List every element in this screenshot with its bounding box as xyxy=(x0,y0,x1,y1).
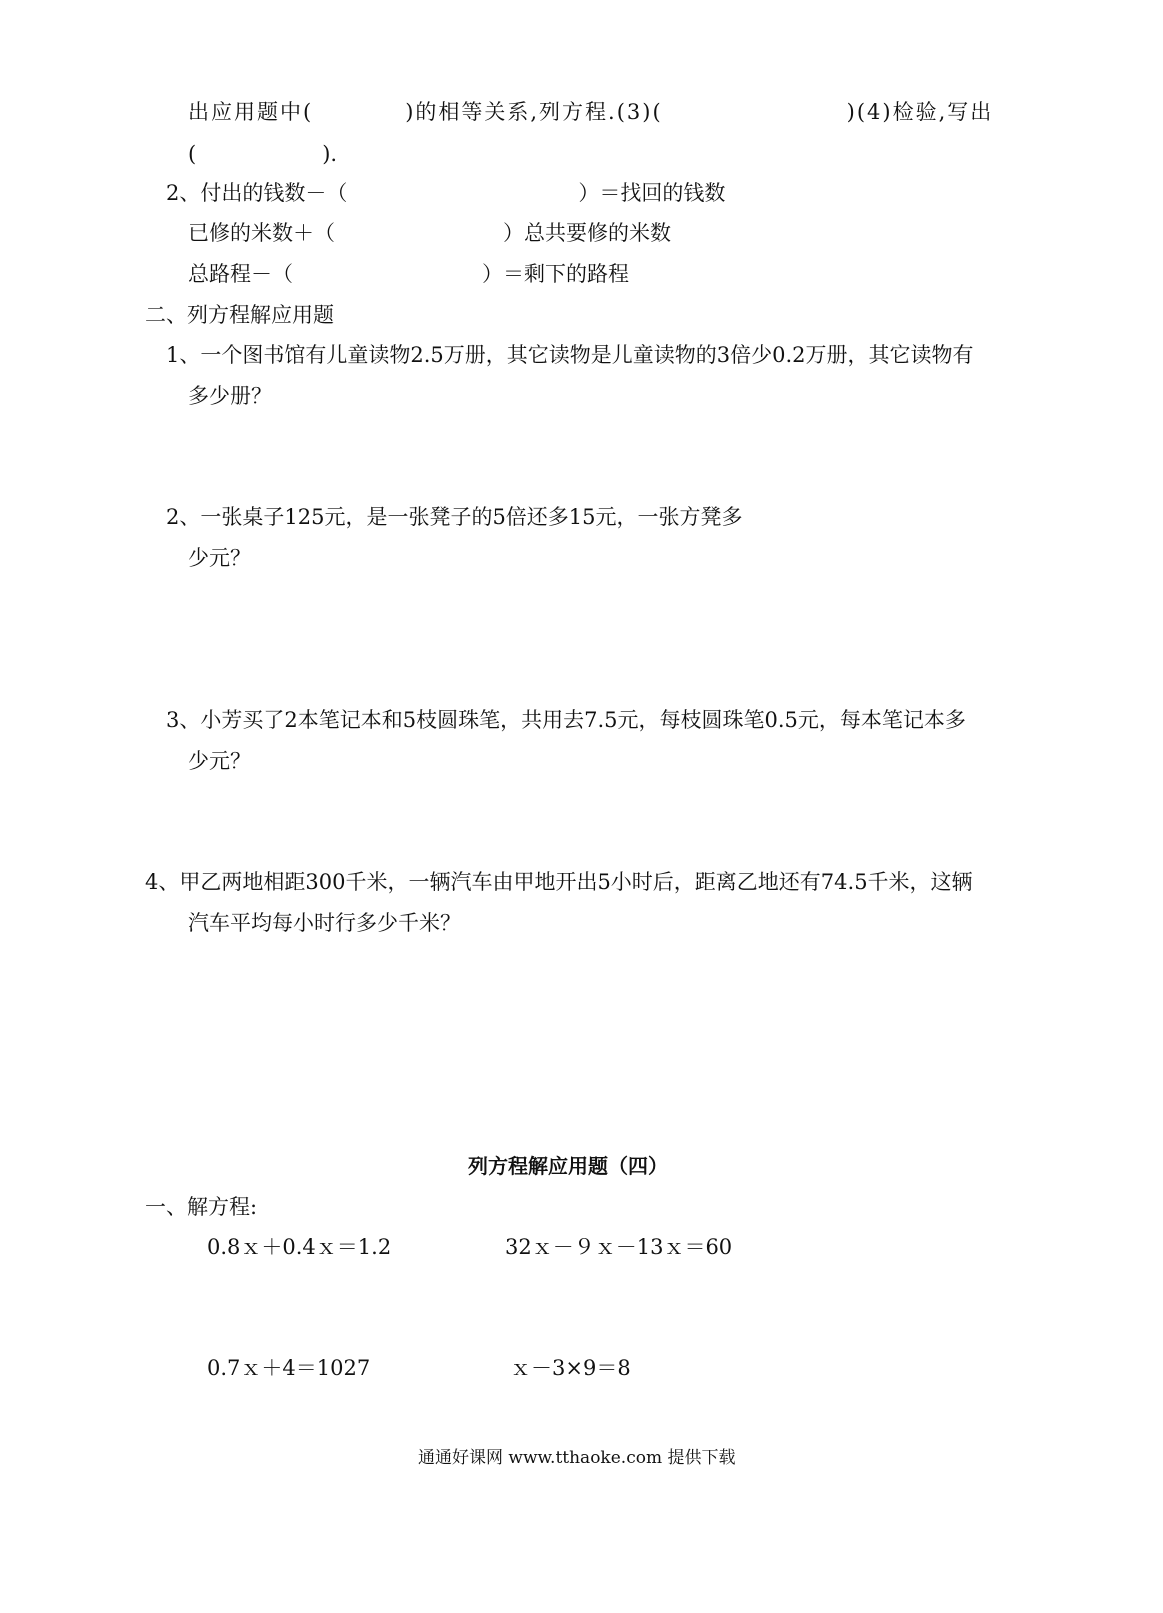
equation-2: 32ｘ－９ｘ－13ｘ＝60 xyxy=(505,1235,733,1259)
question-2-line-2: 少元？ xyxy=(188,546,251,570)
equation-1: 0.8ｘ＋0.4ｘ＝1.2 xyxy=(207,1235,392,1259)
fill-blank-item-2-line-2: 已修的米数＋（ ）总共要修的米数 xyxy=(188,221,671,245)
equation-4: ｘ－3×9＝8 xyxy=(510,1356,631,1380)
solve-equations-heading: 一、解方程: xyxy=(145,1195,258,1219)
question-1-line-1: 1、一个图书馆有儿童读物2.5万册，其它读物是儿童读物的3倍少0.2万册，其它读物有 xyxy=(166,343,974,367)
question-1-line-2: 多少册？ xyxy=(188,384,272,408)
question-3-line-1: 3、小芳买了2本笔记本和5枝圆珠笔，共用去7.5元，每枝圆珠笔0.5元，每本笔记本多 xyxy=(166,708,966,732)
question-4-line-2: 汽车平均每小时行多少千米？ xyxy=(188,911,461,935)
footer-source: 通通好课网 www.tthaoke.com 提供下载 xyxy=(418,1448,736,1468)
fill-blank-line-1: 出应用题中( )的相等关系,列方程.(3)( )(4)检验,写出 xyxy=(188,100,994,124)
question-3-line-2: 少元？ xyxy=(188,749,251,773)
section-2-heading: 二、列方程解应用题 xyxy=(145,303,334,327)
equation-3: 0.7ｘ＋4＝1027 xyxy=(207,1356,371,1380)
question-2-line-1: 2、一张桌子125元，是一张凳子的5倍还多15元，一张方凳多 xyxy=(166,505,743,529)
fill-blank-line-2: ( ). xyxy=(188,142,338,166)
fill-blank-item-2-line-1: 2、付出的钱数－（ ）＝找回的钱数 xyxy=(166,181,726,205)
part-4-title: 列方程解应用题（四） xyxy=(468,1154,668,1178)
question-4-line-1: 4、甲乙两地相距300千米，一辆汽车由甲地开出5小时后，距离乙地还有74.5千米，这辆 xyxy=(145,870,973,894)
fill-blank-item-2-line-3: 总路程－（ ）＝剩下的路程 xyxy=(188,262,629,286)
